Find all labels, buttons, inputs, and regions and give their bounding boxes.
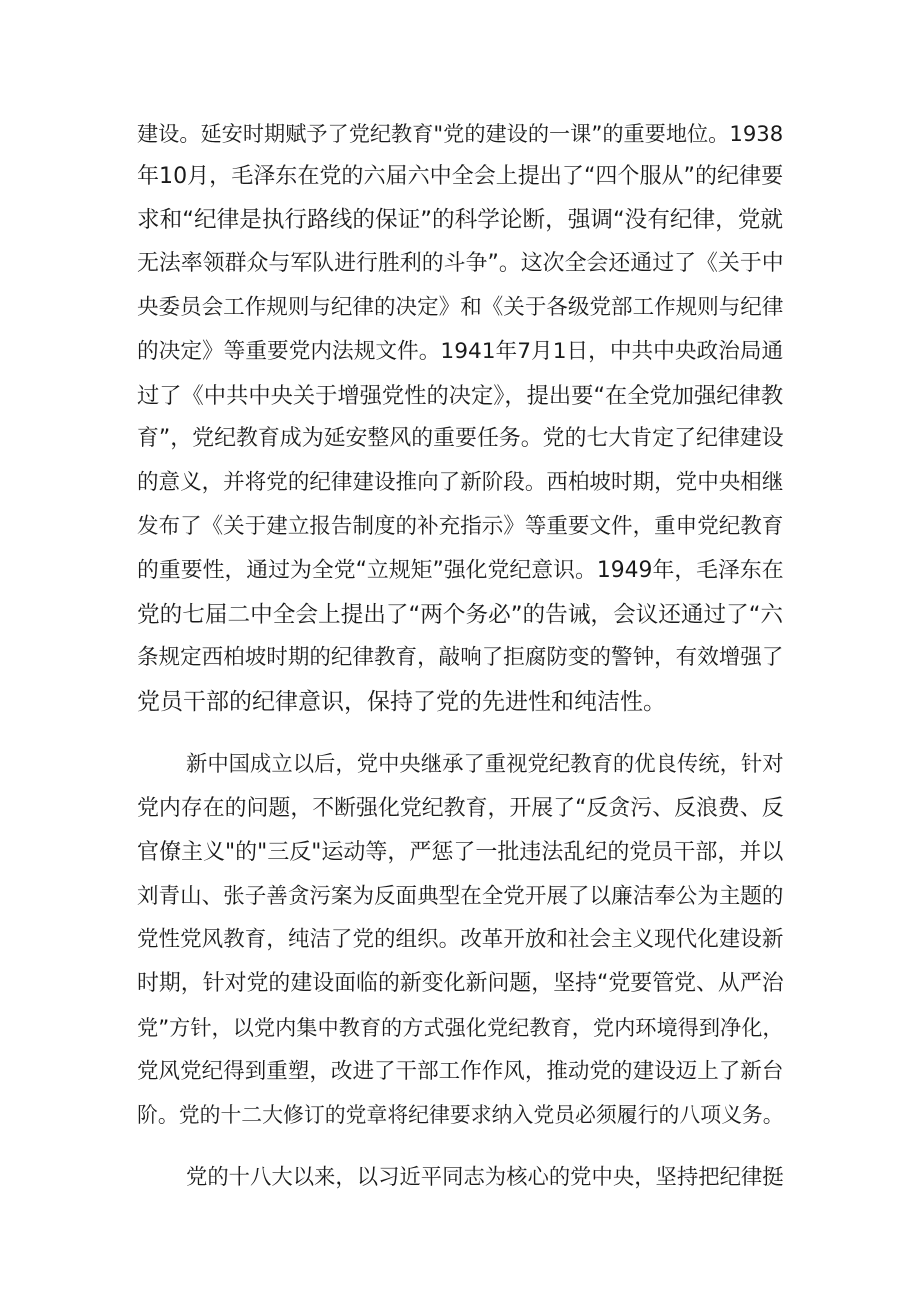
text-line: 新中国成立以后，党中央继承了重视党纪教育的优良传统，针对	[186, 752, 784, 777]
text-line: 官僚主义"的"三反"运动等，严惩了一批违法乱纪的党员干部，并以	[137, 840, 784, 865]
text-line: 党内存在的问题，不断强化党纪教育，开展了“反贪污、反浪费、反	[137, 796, 784, 821]
text-line: 发布了《关于建立报告制度的补充指示》等重要文件，重申党纪教育	[137, 514, 784, 539]
text-line: 年10月，毛泽东在党的六届六中全会上提出了“四个服从”的纪律要	[137, 164, 784, 189]
text-line: 党风党纪得到重塑，改进了干部工作作风，推动党的建设迈上了新台	[137, 1059, 784, 1084]
text-line: 无法率领群众与军队进行胜利的斗争”。这次全会还通过了《关于中	[137, 251, 784, 276]
text-line: 的重要性，通过为全党“立规矩”强化党纪意识。1949年，毛泽东在	[137, 558, 784, 583]
text-line: 建设。延安时期赋予了党纪教育"党的建设的一课”的重要地位。1938	[137, 121, 784, 146]
text-line: 党”方针，以党内集中教育的方式强化党纪教育，党内环境得到净化，	[137, 1015, 784, 1040]
text-line: 阶。党的十二大修订的党章将纪律要求纳入党员必须履行的八项义务。	[137, 1103, 784, 1127]
text-line: 党的十八大以来，以习近平同志为核心的党中央，坚持把纪律挺	[186, 1165, 784, 1190]
text-line: 刘青山、张子善贪污案为反面典型在全党开展了以廉洁奉公为主题的	[137, 884, 784, 909]
text-line: 央委员会工作规则与纪律的决定》和《关于各级党部工作规则与纪律	[137, 295, 784, 320]
text-line: 的决定》等重要党内法规文件。1941年7月1日，中共中央政治局通	[137, 339, 784, 364]
text-line: 过了《中共中央关于增强党性的决定》，提出要“在全党加强纪律教	[137, 383, 784, 409]
text-line: 条规定西柏坡时期的纪律教育，敲响了拒腐防变的警钟，有效增强了	[137, 645, 784, 670]
text-line: 的意义，并将党的纪律建设推向了新阶段。西柏坡时期，党中央相继	[137, 470, 784, 495]
text-line: 党性党风教育，纯洁了党的组织。改革开放和社会主义现代化建设新	[137, 927, 784, 952]
text-line: 党员干部的纪律意识，保持了党的先进性和纯洁性。	[137, 689, 666, 715]
text-line: 育”，党纪教育成为延安整风的重要任务。党的七大肯定了纪律建设	[137, 426, 784, 451]
text-line: 求和“纪律是执行路线的保证”的科学论断，强调“没有纪律，党就	[137, 207, 784, 233]
text-line: 时期，针对党的建设面临的新变化新问题，坚持“党要管党、从严治	[137, 971, 784, 996]
text-line: 党的七届二中全会上提出了“两个务必”的告诫，会议还通过了“六	[137, 602, 784, 628]
